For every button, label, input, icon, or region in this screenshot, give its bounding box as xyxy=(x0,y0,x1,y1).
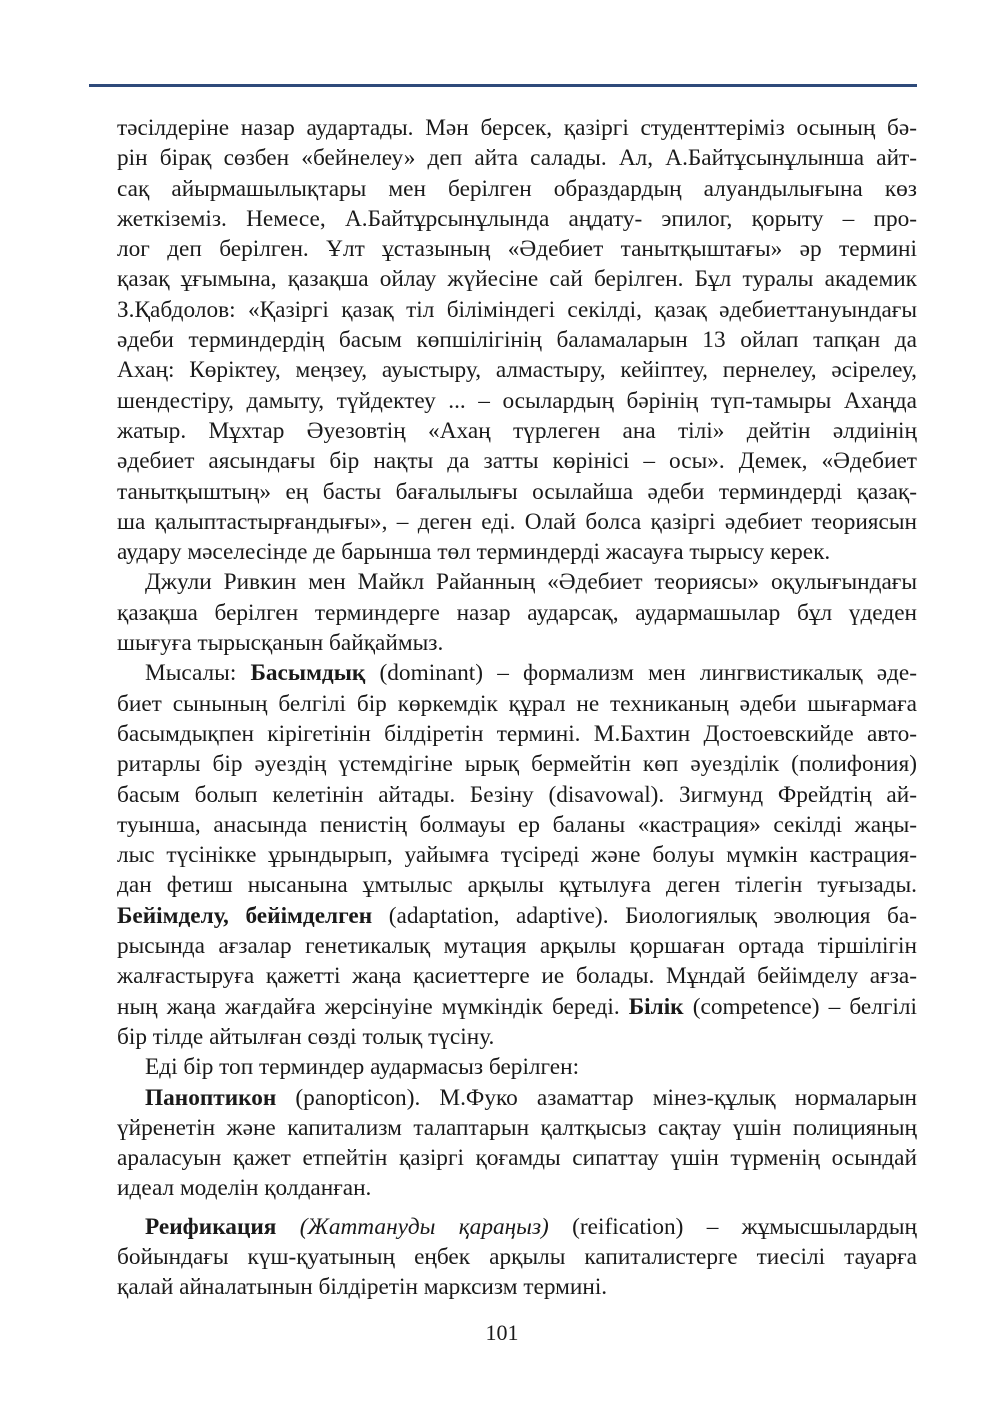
text-line: қазақ ұғымына, қазақша ойлау жүйесіне сай берілген. Бұл туралы академик xyxy=(117,266,917,293)
text-fragment: Мысалы: xyxy=(145,660,251,687)
text-line: дан фетиш нысанына ұмтылыс арқылы құтылуға деген тілегін туғызады. xyxy=(117,872,917,899)
text-line: әдеби терминдердің басым көпшілігінің баламаларын 13 ойлап тапқан да xyxy=(117,327,917,354)
text-line: туынша, анасында пенистің болмауы ер баланы «кастрация» секілді жаңы- xyxy=(117,811,917,838)
header-rule xyxy=(89,84,917,87)
text-line: биет сынының белгілі бір көркемдік құрал не техниканың әдеби шығармаға xyxy=(117,690,917,717)
text-line: Еді бір топ терминдер аудармасыз берілген: xyxy=(145,1054,580,1081)
text-line: танытқыштың» ең басты бағалылығы осылайша әдеби терминдерді қазақ- xyxy=(117,478,917,505)
text-line xyxy=(117,658,917,688)
text-line: басым болып келетінін айтады. Безіну (disavowal). Зигмунд Фрейдтің ай- xyxy=(117,781,917,808)
page-number: 101 xyxy=(485,1320,519,1345)
text-line: бір тілде айтылған сөзді толық түсіну. xyxy=(117,1023,495,1050)
text-line: шығуға тырысқанын байқаймыз. xyxy=(117,630,444,657)
text-line: ритарлы бір әуездің үстемдігіне ырық бермейтін көп әуезділік (полифония) xyxy=(117,751,917,778)
text-line xyxy=(117,992,917,1022)
text-line: ша қалыптастырғандығы», – деген еді. Олай болса қазіргі әдебиет теориясын xyxy=(117,508,917,535)
text-fragment: ның жаңа жағдайға жерсінуіне мүмкіндік береді. xyxy=(117,993,629,1020)
text-line: басымдықпен кірігетінін білдіретін термині. М.Бахтин Достоевскийде авто- xyxy=(117,720,917,747)
cross-reference: (Жаттануды қараңыз) xyxy=(299,1213,549,1240)
text-line: жатыр. Мұхтар Әуезовтің «Ахаң түрлеген ана тілі» дейтін әлдиінің xyxy=(117,417,917,444)
text-fragment: (dominant) – формализм мен лингвистикалық әде- xyxy=(365,660,917,687)
text-line: идеал моделін қолданған. xyxy=(117,1175,372,1202)
text-line: үйренетін және капитализм талаптарын қалтқысыз сақтау үшін полицияның xyxy=(117,1114,917,1141)
text-line: рін бірақ сөзбен «бейнелеу» деп айта салады. Ал, А.Байтұсынұлынша айт- xyxy=(117,145,917,172)
text-line xyxy=(117,1212,917,1242)
text-fragment: (reification) – жұмысшылардың xyxy=(572,1213,918,1240)
text-fragment: (adaptation, adaptive). Биологиялық эволюция ба- xyxy=(372,902,917,929)
text-line: тәсілдеріне назар аудартады. Мән берсек, қазіргі студенттеріміз осының бә- xyxy=(117,115,917,141)
text-line: лыс түсінікке ұрындырып, уайымға түсіреді және болуы мүмкін кастрация- xyxy=(117,842,917,869)
text-line xyxy=(117,901,917,931)
text-fragment: (competence) – белгілі xyxy=(683,993,917,1020)
term-adaptation: Бейімделу, бейімделген xyxy=(117,902,373,929)
text-line: араласуын қажет етпейтін қазіргі қоғамды сипаттау үшін түрменің осындай xyxy=(117,1145,917,1172)
text-line: бойындағы күш-қуатының еңбек арқылы капиталистерге тиесілі тауарға xyxy=(117,1243,917,1270)
text-line: рысында ағзалар генетикалық мутация арқылы қоршаған ортада тіршілігін xyxy=(117,933,917,960)
term-competence: Білік xyxy=(628,993,684,1020)
text-line: Джули Ривкин мен Майкл Райанның «Әдебиет теориясы» оқулығындағы xyxy=(145,569,917,596)
text-line: шендестіру, дамыту, түйдектеу ... – осылардың бәрінің түп-тамыры Ахаңда xyxy=(117,387,917,414)
text-line: лог деп берілген. Ұлт ұстазының «Әдебиет танытқыштағы» әр термині xyxy=(117,236,917,263)
term-panopticon: Паноптикон xyxy=(145,1084,277,1111)
term-dominant: Басымдық xyxy=(250,660,366,687)
page-body xyxy=(117,113,917,1303)
text-line xyxy=(117,1083,917,1113)
text-line: қалай айналатынын білдіретін марксизм термині. xyxy=(117,1274,608,1301)
term-reification: Реификация xyxy=(145,1213,277,1240)
text-line: сақ айырмашылықтары мен берілген образдардың алуандылығына көз xyxy=(117,175,917,202)
text-line: әдебиет аясындағы бір нақты да затты көрінісі – осы». Демек, «Әдебиет xyxy=(117,448,917,475)
text-line: жалғастыруға қажетті жаңа қасиеттерге ие болады. Мұндай бейімделу ағза- xyxy=(117,963,917,990)
text-line: қазақша берілген терминдерге назар аударсақ, аудармашылар бұл үдеден xyxy=(117,599,917,626)
text-line: аудару мәселесінде де барынша төл терминдерді жасауға тырысу керек. xyxy=(117,539,831,566)
text-line: жеткіземіз. Немесе, А.Байтұрсынұлында аңдату- эпилог, қорыту – про- xyxy=(117,205,917,232)
text-line: З.Қабдолов: «Қазіргі қазақ тіл біліміндегі секілді, қазақ әдебиеттануындағы xyxy=(117,296,917,323)
text-line: Ахаң: Көріктеу, меңзеу, ауыстыру, алмастыру, кейіптеу, пернелеу, әсірелеу, xyxy=(117,357,917,384)
text-fragment: (panopticon). М.Фуко азаматтар мінез-құлық нормаларын xyxy=(276,1084,917,1111)
